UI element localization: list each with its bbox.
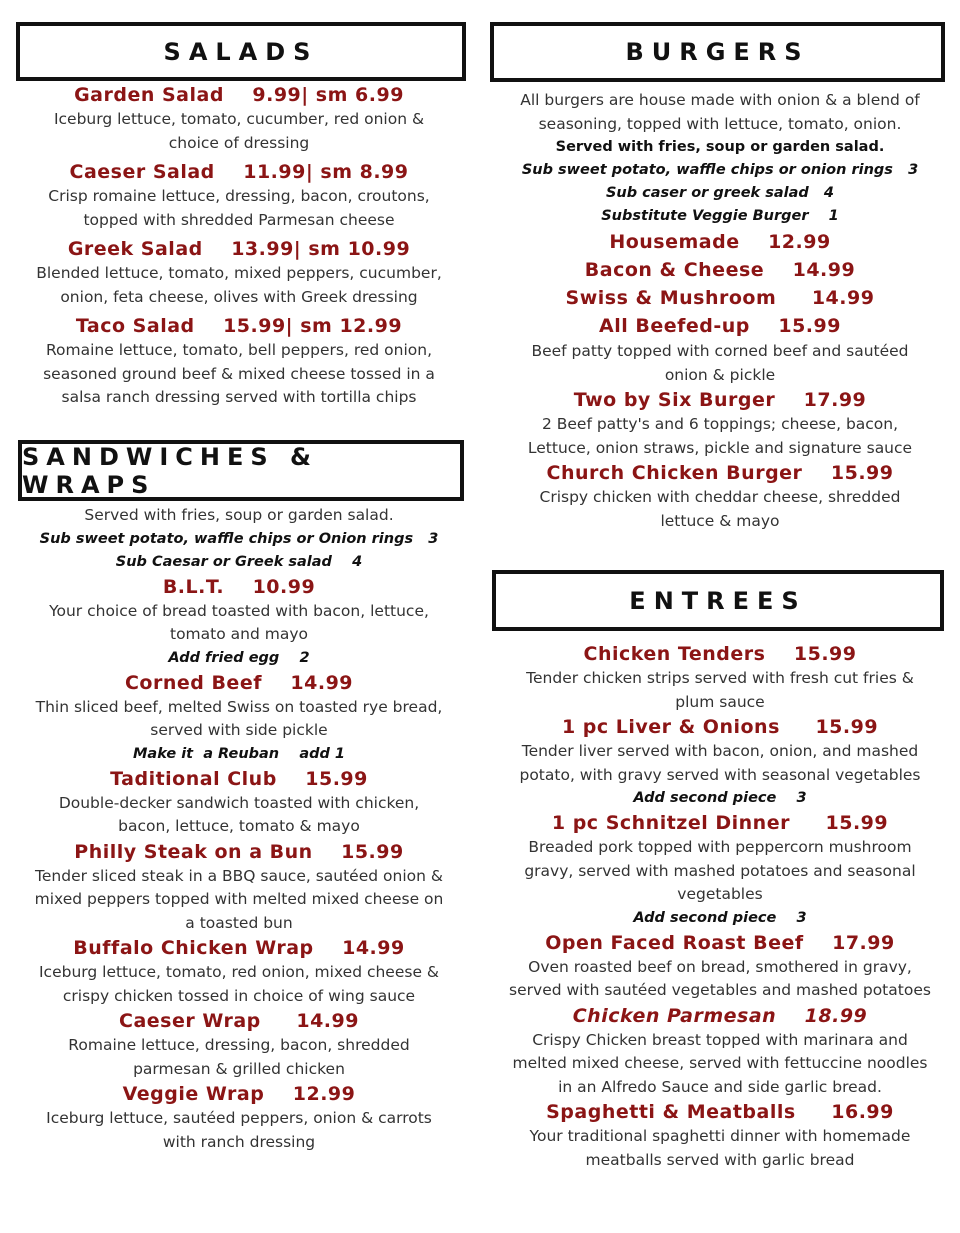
salads-header <box>16 22 466 81</box>
roast-beef-title: Open Faced Roast Beef 17.99 <box>545 931 895 954</box>
church-chicken-desc-2: lettuce & mayo <box>660 511 780 530</box>
club-title: Taditional Club 15.99 <box>110 767 368 790</box>
club-desc-2: bacon, lettuce, tomato & mayo <box>118 817 360 835</box>
burgers-section <box>480 89 960 533</box>
all-beefed-up-title: All Beefed-up 15.99 <box>599 315 841 337</box>
burgers-header <box>490 22 945 82</box>
schnitzel-desc-2: gravy, served with mashed potatoes and seasonal <box>524 861 916 880</box>
liver-onions-desc-2: potato, with gravy served with seasonal vegetables <box>519 765 921 784</box>
two-by-six-desc-1: 2 Beef patty's and 6 toppings; cheese, bacon, <box>541 415 899 433</box>
salads-header-label: SALADS <box>163 37 319 66</box>
chicken-parmesan-desc-3: in an Alfredo Sauce and side garlic bread. <box>558 1077 882 1096</box>
club-desc-1: Double-decker sandwich toasted with chicken, <box>58 793 420 812</box>
veggie-wrap-desc-2: with ranch dressing <box>162 1132 316 1151</box>
blt-desc-2: tomato and mayo <box>170 625 308 643</box>
caeser-salad-desc-1: Crisp romaine lettuce, dressing, bacon, croutons, <box>48 187 430 205</box>
burgers-sub-salad: Sub caser or greek salad 4 <box>605 185 835 201</box>
burgers-intro-2: seasoning, topped with lettuce, tomato, onion. <box>538 114 902 133</box>
corned-beef-desc-2: served with side pickle <box>150 721 328 739</box>
garden-salad-desc-2: choice of dressing <box>168 133 310 152</box>
caeser-salad-desc-2: topped with shredded Parmesan cheese <box>83 210 395 229</box>
liver-onions-desc-1: Tender liver served with bacon, onion, and mashed <box>521 742 919 760</box>
caeser-wrap-title: Caeser Wrap 14.99 <box>119 1010 359 1032</box>
chicken-tenders-desc-2: plum sauce <box>675 692 765 711</box>
philly-desc-1: Tender sliced steak in a BBQ sauce, sautéed onion & <box>35 866 443 885</box>
caeser-wrap-desc-2: parmesan & grilled chicken <box>133 1059 345 1078</box>
taco-salad-title: Taco Salad 15.99| sm 12.99 <box>75 315 403 337</box>
sandwiches-section <box>0 504 478 1154</box>
all-beefed-up-desc-1: Beef patty topped with corned beef and sautéed <box>531 342 909 360</box>
burgers-sub-veggie: Substitute Veggie Burger 1 <box>601 208 839 224</box>
blt-desc-1: Your choice of bread toasted with bacon, lettuce, <box>49 601 429 620</box>
sandwiches-intro: Served with fries, soup or garden salad. <box>84 506 394 524</box>
garden-salad-desc-1: Iceburg lettuce, tomato, cucumber, red onion & <box>53 110 425 128</box>
schnitzel-desc-1: Breaded pork topped with peppercorn mushroom <box>528 838 912 856</box>
taco-salad-desc-3: salsa ranch dressing served with tortilla chips <box>61 388 417 406</box>
greek-salad-desc-2: onion, feta cheese, olives with Greek dressing <box>60 287 418 306</box>
entrees-header <box>492 570 944 631</box>
burgers-served: Served with fries, soup or garden salad. <box>555 139 885 155</box>
all-beefed-up-desc-2: onion & pickle <box>664 365 776 384</box>
corned-beef-title: Corned Beef 14.99 <box>124 671 354 694</box>
sandwiches-header <box>18 440 464 501</box>
schnitzel-note: Add second piece 3 <box>633 909 807 926</box>
chicken-tenders-title: Chicken Tenders 15.99 <box>583 643 857 665</box>
caeser-wrap-desc-1: Romaine lettuce, dressing, bacon, shredded <box>68 1036 410 1054</box>
spaghetti-desc-1: Your traditional spaghetti dinner with homemade <box>529 1127 911 1145</box>
blt-note: Add fried egg 2 <box>168 649 310 666</box>
blt-title: B.L.T. 10.99 <box>162 575 316 598</box>
philly-desc-2: mixed peppers topped with melted mixed cheese on <box>34 890 444 908</box>
philly-title: Philly Steak on a Bun 15.99 <box>74 840 404 863</box>
roast-beef-desc-2: served with sautéed vegetables and mashed potatoes <box>509 981 931 999</box>
salads-section <box>0 82 478 410</box>
burgers-header-label: BURGERS <box>625 38 810 66</box>
corned-beef-desc-1: Thin sliced beef, melted Swiss on toasted rye bread, <box>35 697 443 716</box>
chicken-parmesan-desc-2: melted mixed cheese, served with fettuccine noodles <box>512 1054 928 1072</box>
greek-salad-desc-1: Blended lettuce, tomato, mixed peppers, cucumber, <box>36 264 442 282</box>
bacon-cheese-title: Bacon & Cheese 14.99 <box>584 259 856 281</box>
entrees-section <box>480 641 960 1172</box>
roast-beef-desc-1: Oven roasted beef on bread, smothered in gravy, <box>528 957 912 976</box>
housemade-title: Housemade 12.99 <box>609 231 831 253</box>
veggie-wrap-desc-1: Iceburg lettuce, sautéed peppers, onion & carrots <box>46 1109 432 1127</box>
church-chicken-title: Church Chicken Burger 15.99 <box>546 462 894 484</box>
entrees-header-label: ENTREES <box>629 586 807 615</box>
sandwiches-sub-sides: Sub sweet potato, waffle chips or Onion rings 3 <box>39 530 439 547</box>
spaghetti-title: Spaghetti & Meatballs 16.99 <box>546 1101 894 1123</box>
schnitzel-desc-3: vegetables <box>677 885 763 903</box>
garden-salad-title: Garden Salad 9.99| sm 6.99 <box>74 84 404 106</box>
buffalo-wrap-title: Buffalo Chicken Wrap 14.99 <box>73 937 405 959</box>
chicken-parmesan-title: Chicken Parmesan 18.99 <box>572 1004 868 1027</box>
church-chicken-desc-1: Crispy chicken with cheddar cheese, shredded <box>539 488 901 506</box>
chicken-tenders-desc-1: Tender chicken strips served with fresh cut fries & <box>526 669 914 687</box>
veggie-wrap-title: Veggie Wrap 12.99 <box>122 1083 356 1105</box>
sandwiches-header-label: SANDWICHES & WRAPS <box>22 442 318 499</box>
buffalo-wrap-desc-1: Iceburg lettuce, tomato, red onion, mixed cheese & <box>38 963 440 981</box>
two-by-six-title: Two by Six Burger 17.99 <box>573 389 867 411</box>
taco-salad-desc-2: seasoned ground beef & mixed cheese tossed in a <box>43 364 435 383</box>
chicken-parmesan-desc-1: Crispy Chicken breast topped with marinara and <box>532 1030 908 1049</box>
two-by-six-desc-2: Lettuce, onion straws, pickle and signature sauce <box>527 438 913 457</box>
sandwiches-sub-salad: Sub Caesar or Greek salad 4 <box>115 553 363 570</box>
liver-onions-note: Add second piece 3 <box>633 790 807 806</box>
spaghetti-desc-2: meatballs served with garlic bread <box>585 1150 855 1169</box>
swiss-mushroom-title: Swiss & Mushroom 14.99 <box>565 287 875 309</box>
liver-onions-title: 1 pc Liver & Onions 15.99 <box>561 716 879 738</box>
philly-desc-3: a toasted bun <box>185 913 293 932</box>
greek-salad-title: Greek Salad 13.99| sm 10.99 <box>67 238 411 260</box>
schnitzel-title: 1 pc Schnitzel Dinner 15.99 <box>551 812 889 834</box>
corned-beef-note: Make it a Reuban add 1 <box>132 745 345 762</box>
burgers-sub-sides: Sub sweet potato, waffle chips or onion rings 3 <box>521 162 919 178</box>
buffalo-wrap-desc-2: crispy chicken tossed in choice of wing sauce <box>62 986 416 1005</box>
caeser-salad-title: Caeser Salad 11.99| sm 8.99 <box>69 161 409 183</box>
taco-salad-desc-1: Romaine lettuce, tomato, bell peppers, red onion, <box>45 341 433 359</box>
burgers-intro-1: All burgers are house made with onion & a blend of <box>520 91 920 109</box>
